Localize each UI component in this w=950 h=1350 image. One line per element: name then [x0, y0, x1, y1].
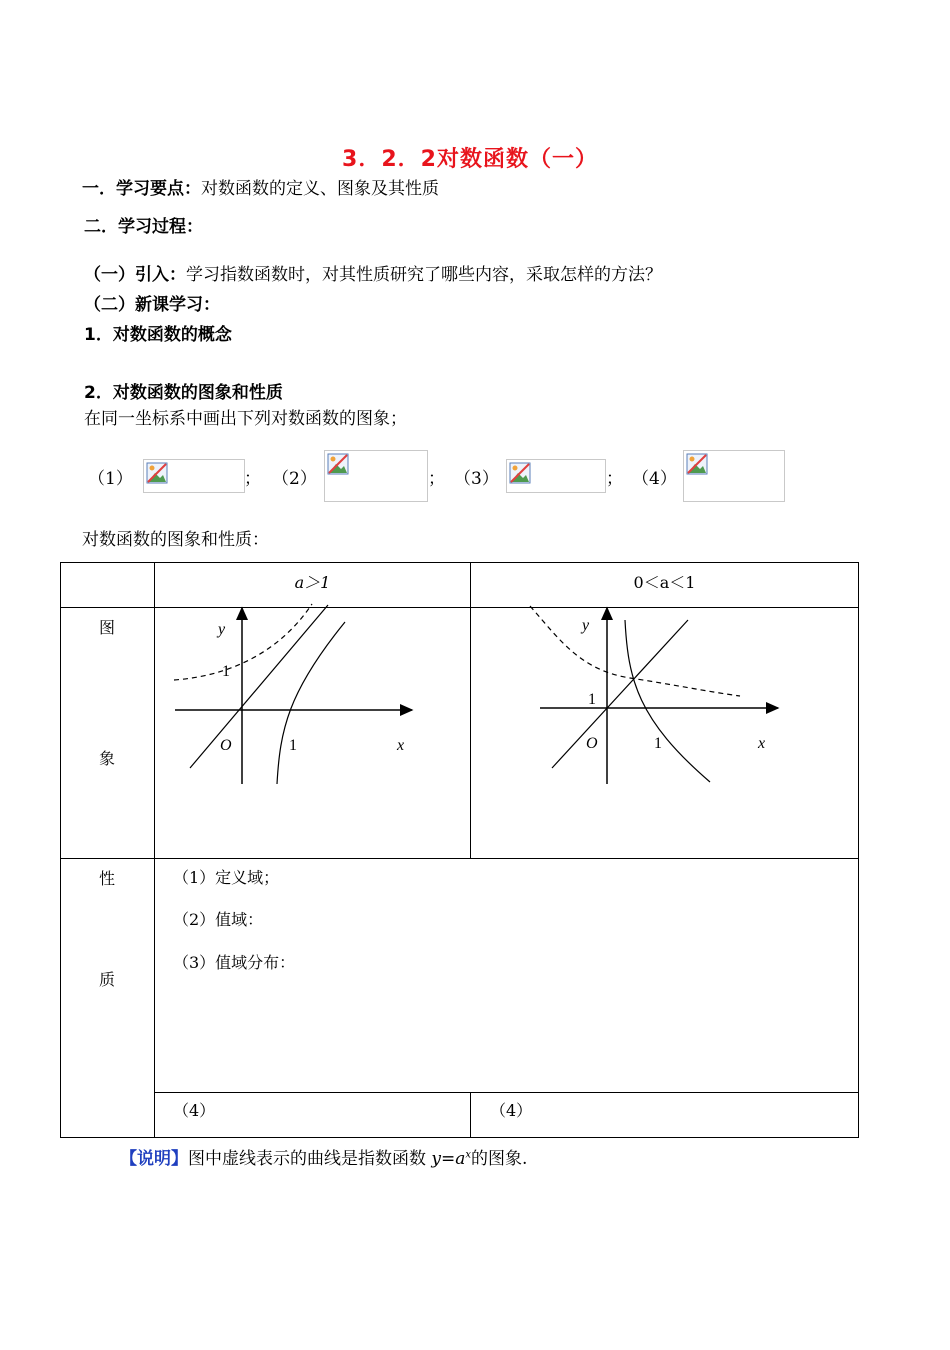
row-label-property-2: 质 [99, 970, 116, 989]
table-border-bottom [60, 1137, 859, 1138]
table-border-right [858, 562, 859, 1138]
item-2-heading: 2．对数函数的图象和性质 [84, 383, 283, 403]
new-lesson-label: （二）新课学习： [84, 295, 220, 315]
origin-label: O [586, 735, 598, 752]
line-y-equals-x [190, 605, 328, 768]
exercise-3-separator: ； [606, 469, 623, 489]
note-label: 【说明】 [120, 1149, 188, 1169]
y-one-label: 1 [222, 663, 230, 680]
note-text: 图中虚线表示的曲线是指数函数 [188, 1149, 432, 1169]
exercise-2-separator: ； [428, 469, 445, 489]
item-1-heading: 1．对数函数的概念 [84, 325, 232, 345]
row-label-graph-2: 象 [99, 749, 116, 768]
table-row-divider-graph [60, 858, 859, 859]
table-col-divider-2-lower [470, 1092, 471, 1138]
section-2-label: 二．学习过程： [84, 217, 203, 237]
y-axis-label: y [582, 617, 590, 634]
note [120, 1144, 527, 1169]
table-border-left [60, 562, 61, 1138]
graph-a-greater-than-1 [160, 600, 460, 800]
header-a-greater-than-1: a＞1 [294, 573, 331, 592]
x-one-label: 1 [289, 737, 297, 754]
intro-label: （一）引入： [84, 265, 186, 285]
line-y-equals-x [552, 620, 688, 768]
exercise-3-label: （3） [454, 469, 499, 489]
note-formula-exponent: x [465, 1149, 472, 1161]
exercise-4-label: （4） [632, 469, 677, 489]
broken-image-icon [686, 453, 708, 475]
y-axis-label: y [218, 621, 226, 638]
exercise-3-formula-image [506, 459, 606, 493]
broken-image-icon [146, 462, 168, 484]
property-2: （2）值域： [173, 910, 264, 929]
row-label-property-1: 性 [99, 869, 116, 888]
header-a-between-0-and-1: 0＜a＜1 [633, 573, 696, 592]
graph-a-between-0-and-1 [520, 600, 820, 800]
broken-image-icon [327, 453, 349, 475]
property-1: （1）定义域； [173, 868, 280, 887]
intro-text: 学习指数函数时，对其性质研究了哪些内容，采取怎样的方法？ [186, 265, 662, 285]
section-1 [82, 174, 439, 199]
exercise-4-formula-image [683, 450, 785, 502]
note-formula: y=a [431, 1149, 466, 1169]
exercise-1-label: （1） [88, 469, 133, 489]
item-2-instruction: 在同一坐标系中画出下列对数函数的图象； [84, 409, 407, 429]
table-row-divider-prop4 [154, 1092, 859, 1093]
logarithmic-curve [277, 622, 345, 784]
exercise-2-formula-image [324, 450, 428, 502]
exponential-curve-dashed [174, 604, 312, 680]
exercise-1-separator: ； [244, 469, 261, 489]
property-4-left: （4） [173, 1101, 216, 1120]
broken-image-icon [509, 462, 531, 484]
exercise-2-label: （2） [272, 469, 317, 489]
row-label-graph-1: 图 [99, 618, 116, 637]
property-3: （3）值域分布： [173, 953, 296, 972]
y-one-label: 1 [588, 691, 596, 708]
logarithmic-curve [625, 620, 710, 782]
exercise-1-formula-image [143, 459, 245, 493]
property-4-right: （4） [490, 1101, 533, 1120]
origin-label: O [220, 737, 232, 754]
section-1-text: 对数函数的定义、图象及其性质 [201, 179, 439, 199]
x-axis-label: x [758, 735, 766, 752]
table-col-divider-1 [154, 562, 155, 1138]
table-border-top [60, 562, 859, 563]
table-caption: 对数函数的图象和性质： [82, 530, 269, 550]
page-title: 3．2．2对数函数（一） [342, 147, 598, 172]
x-axis-label: x [397, 737, 405, 754]
section-1-label: 一．学习要点： [82, 179, 201, 199]
x-one-label: 1 [654, 735, 662, 752]
note-text-after: 的图象. [471, 1149, 528, 1169]
intro [84, 260, 662, 285]
